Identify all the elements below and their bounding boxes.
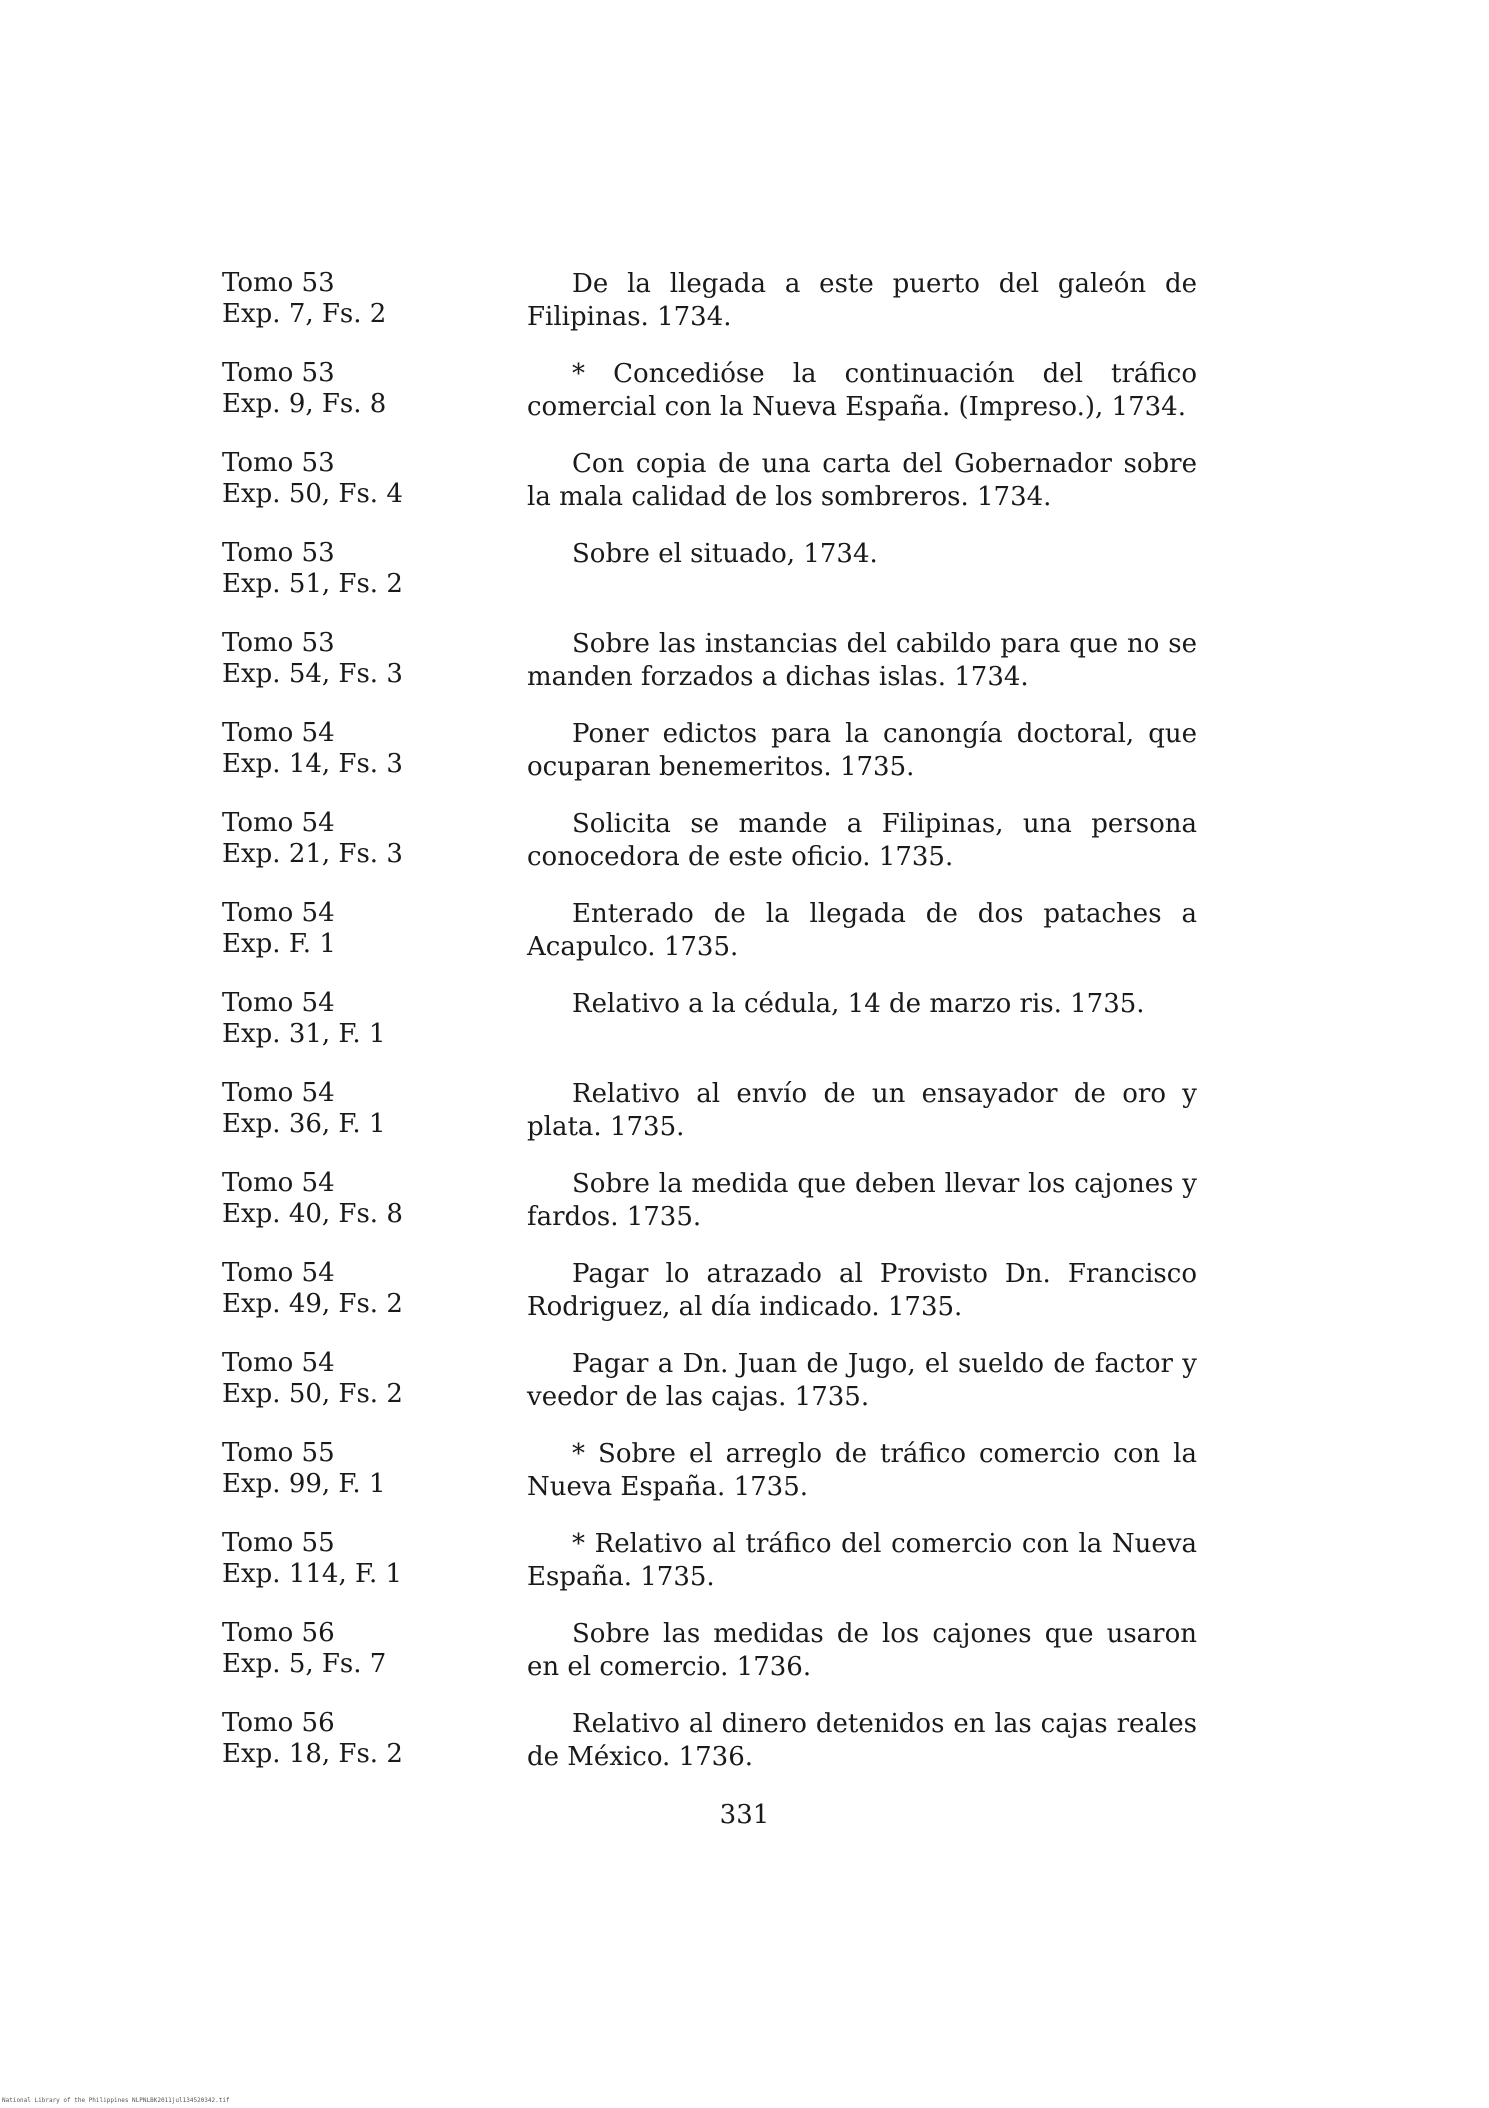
expediente-label: Exp. F. 1 [222,929,336,959]
tomo-label: Tomo 54 [222,718,335,748]
archive-entry-15 [222,1528,1202,1618]
expediente-label: Exp. 50, Fs. 2 [222,1379,403,1409]
entry-description: Solicita se mande a Filipinas, una persona conocedora de este oficio. 1735. [527,809,1197,872]
archive-entry-1 [222,268,1202,358]
expediente-label: Exp. 49, Fs. 2 [222,1289,403,1319]
tomo-label: Tomo 54 [222,1168,335,1198]
entry-reference [222,1708,522,1770]
entry-description: Sobre el situado, 1734. [572,539,878,569]
entry-reference [222,1258,522,1320]
tomo-label: Tomo 54 [222,988,335,1018]
expediente-label: Exp. 114, F. 1 [222,1559,403,1589]
archive-entry-13 [222,1348,1202,1438]
archive-entry-11 [222,1168,1202,1258]
archive-entry-12 [222,1258,1202,1348]
entry-description: * Relativo al tráfico del comercio con la Nueva España. 1735. [527,1529,1197,1592]
entry-description: Sobre las medidas de los cajones que usaron en el comercio. 1736. [527,1619,1197,1682]
archive-entry-16 [222,1618,1202,1708]
tomo-label: Tomo 53 [222,538,335,568]
tomo-label: Tomo 54 [222,808,335,838]
expediente-label: Exp. 31, F. 1 [222,1019,386,1049]
archive-entry-2 [222,358,1202,448]
entry-description: Poner edictos para la canongía doctoral, que ocuparan benemeritos. 1735. [527,719,1197,782]
page-number: 331 [719,1800,770,1830]
tomo-label: Tomo 53 [222,448,335,478]
entry-reference [222,268,522,330]
tomo-label: Tomo 56 [222,1708,335,1738]
tomo-label: Tomo 54 [222,1348,335,1378]
tomo-label: Tomo 53 [222,268,335,298]
expediente-label: Exp. 99, F. 1 [222,1469,386,1499]
entry-reference [222,1618,522,1680]
expediente-label: Exp. 14, Fs. 3 [222,749,403,779]
expediente-label: Exp. 50, Fs. 4 [222,479,403,509]
archive-entry-7 [222,808,1202,898]
tomo-label: Tomo 55 [222,1438,335,1468]
expediente-label: Exp. 18, Fs. 2 [222,1739,403,1769]
entry-reference [222,358,522,420]
expediente-label: Exp. 51, Fs. 2 [222,569,403,599]
entry-reference [222,1078,522,1140]
entry-reference [222,1438,522,1500]
archive-entry-9 [222,988,1202,1078]
entry-description: Enterado de la llegada de dos pataches a Acapulco. 1735. [527,899,1197,962]
archive-entry-8 [222,898,1202,988]
entry-reference [222,808,522,870]
tomo-label: Tomo 53 [222,628,335,658]
entry-description: Pagar a Dn. Juan de Jugo, el sueldo de factor y veedor de las cajas. 1735. [527,1349,1197,1412]
entry-description: * Concedióse la continuación del tráfico comercial con la Nueva España. (Impreso.), 1734. [527,359,1197,422]
expediente-label: Exp. 7, Fs. 2 [222,299,387,329]
archive-entry-3 [222,448,1202,538]
entry-reference [222,718,522,780]
expediente-label: Exp. 36, F. 1 [222,1109,386,1139]
archive-entry-10 [222,1078,1202,1168]
expediente-label: Exp. 5, Fs. 7 [222,1649,387,1679]
entry-reference [222,988,522,1050]
expediente-label: Exp. 40, Fs. 8 [222,1199,403,1229]
entry-reference [222,628,522,690]
archive-entry-5 [222,628,1202,718]
entry-description: Sobre la medida que deben llevar los cajones y fardos. 1735. [527,1169,1197,1232]
entry-description: * Sobre el arreglo de tráfico comercio con la Nueva España. 1735. [527,1439,1197,1502]
entry-description: Sobre las instancias del cabildo para que no se manden forzados a dichas islas. 1734. [527,629,1197,692]
entry-description: Con copia de una carta del Gobernador sobre la mala calidad de los sombreros. 1734. [527,449,1197,512]
tomo-label: Tomo 54 [222,898,335,928]
entry-reference [222,1528,522,1590]
archive-entry-4 [222,538,1202,628]
document-body [222,268,1202,1798]
entry-description: Pagar lo atrazado al Provisto Dn. Francisco Rodriguez, al día indicado. 1735. [527,1259,1197,1322]
scan-footer-note: National Library of the Philippines NLPNLBK2011jul134520342.tif [2,2097,230,2104]
tomo-label: Tomo 54 [222,1258,335,1288]
tomo-label: Tomo 56 [222,1618,335,1648]
entry-description: Relativo al envío de un ensayador de oro y plata. 1735. [527,1079,1197,1142]
entry-description: Relativo al dinero detenidos en las cajas reales de México. 1736. [527,1709,1197,1772]
entry-reference [222,1348,522,1410]
archive-entry-14 [222,1438,1202,1528]
entry-reference [222,448,522,510]
entry-reference [222,1168,522,1230]
expediente-label: Exp. 9, Fs. 8 [222,389,387,419]
expediente-label: Exp. 21, Fs. 3 [222,839,403,869]
entry-reference [222,538,522,600]
entry-description: Relativo a la cédula, 14 de marzo ris. 1735. [572,989,1145,1019]
expediente-label: Exp. 54, Fs. 3 [222,659,403,689]
entry-description: De la llegada a este puerto del galeón de Filipinas. 1734. [527,269,1197,332]
archive-entry-17 [222,1708,1202,1798]
tomo-label: Tomo 53 [222,358,335,388]
tomo-label: Tomo 55 [222,1528,335,1558]
entry-reference [222,898,522,960]
tomo-label: Tomo 54 [222,1078,335,1108]
archive-entry-6 [222,718,1202,808]
